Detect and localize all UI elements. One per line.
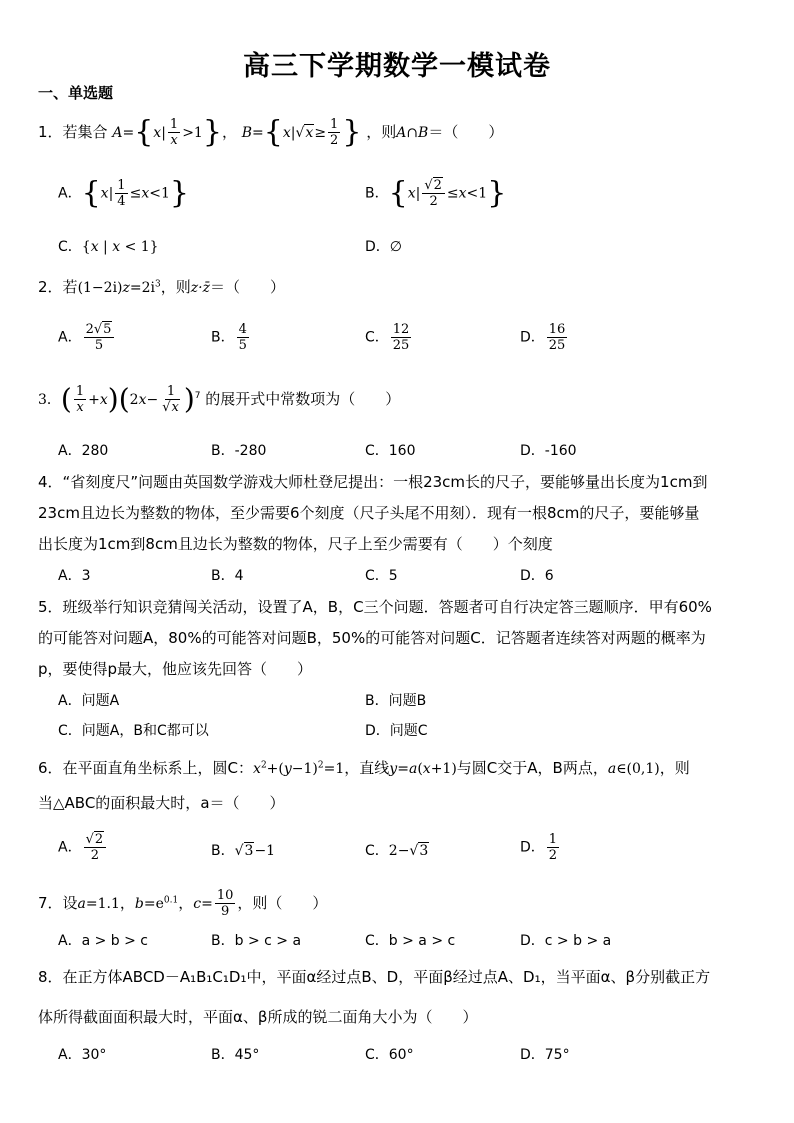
- question-2: 2．若$(1-2i)z=2i^3$，则z·z̄＝（ ）: [38, 278, 285, 296]
- question-8-line-2: 体所得截面面积最大时，平面α、β所成的锐二面角大小为（ ）: [38, 1008, 478, 1026]
- q3-option-c[interactable]: C．160: [365, 443, 416, 459]
- q7-option-c[interactable]: C．b > a > c: [365, 933, 456, 949]
- q6-option-b[interactable]: B．√3−1: [211, 843, 276, 859]
- q4-option-c[interactable]: C．5: [365, 568, 398, 584]
- q3-option-b[interactable]: B．-280: [211, 443, 267, 459]
- q2-option-b[interactable]: B． $\frac{4}{5}$: [211, 322, 247, 353]
- q8-option-a[interactable]: A．30°: [58, 1047, 107, 1063]
- q5-option-a[interactable]: A．问题A: [58, 693, 120, 709]
- q1-option-c[interactable]: C．{x | x < 1}: [58, 239, 159, 255]
- q3-option-d[interactable]: D．-160: [520, 443, 577, 459]
- q2-option-c[interactable]: C． $\frac{12}{25}$: [365, 322, 410, 353]
- q1-option-a[interactable]: A．{x| $\frac{1}{4}$ ≤x<1}: [58, 175, 189, 211]
- q8-option-c[interactable]: C．60°: [365, 1047, 414, 1063]
- q4-option-a[interactable]: A．3: [58, 568, 91, 584]
- question-4-line-2: 23cm且边长为整数的物体，至少需要6个刻度（尺子头尾不用刻）．现有一根8cm的尺子，要能够量: [38, 504, 700, 522]
- question-3: 3．( $\frac{1}{x}$ +x)(2x− $\frac{1}{√x}$ )$^7$ 的展开式中常数项为（ ）: [38, 382, 401, 416]
- question-5-line-3: p，要使得p最大，他应该先回答（ ）: [38, 660, 313, 678]
- question-5-line-2: 的可能答对问题A，80%的可能答对问题B，50%的可能答对问题C．记答题者连续答对两题的概率为: [38, 629, 706, 647]
- q2-option-d[interactable]: D． $\frac{16}{25}$: [520, 322, 566, 353]
- q3-option-a[interactable]: A．280: [58, 443, 109, 459]
- q8-option-d[interactable]: D．75°: [520, 1047, 570, 1063]
- question-5-line-1: 5．班级举行知识竞猜闯关活动，设置了A，B，C三个问题．答题者可自行决定答三题顺序．甲有60%: [38, 598, 712, 616]
- q2-option-a[interactable]: A． $\frac{2√5}{5}$: [58, 322, 116, 353]
- q1-option-b[interactable]: B．{x| $\frac{√2}{2}$ ≤x<1}: [365, 175, 507, 211]
- q5-option-d[interactable]: D．问题C: [365, 723, 428, 739]
- q1-option-d[interactable]: D．∅: [365, 239, 402, 255]
- question-1: 1．若集合 A={x| $\frac{1}{x}$ >1}， B={x|√x≥ $\frac{1}{2}$ } ，则A∩B＝（ ）: [38, 114, 504, 150]
- question-4-line-3: 出长度为1cm到8cm且边长为整数的物体，尺子上至少需要有（ ）个刻度: [38, 535, 553, 553]
- question-8-line-1: 8．在正方体ABCD－A₁B₁C₁D₁中，平面α经过点B、D，平面β经过点A、D₁，当平面α、β分别截正方: [38, 968, 711, 986]
- question-7: 7．设a=1.1，$b=e^{0.1}$，c= $\frac{10}{9}$ ，则（ ）: [38, 888, 328, 919]
- q7-option-a[interactable]: A．a > b > c: [58, 933, 149, 949]
- q6-option-c[interactable]: C．2−√3: [365, 843, 429, 859]
- q6-option-a[interactable]: A． $\frac{√2}{2}$: [58, 832, 108, 863]
- q6-option-d[interactable]: D． $\frac{1}{2}$: [520, 832, 558, 863]
- q8-option-b[interactable]: B．45°: [211, 1047, 260, 1063]
- q4-option-b[interactable]: B．4: [211, 568, 244, 584]
- question-6-line-2: 当△ABC的面积最大时，a＝（ ）: [38, 794, 285, 812]
- question-4-line-1: 4．“省刻度尺”问题由英国数学游戏大师杜登尼提出：一根23cm长的尺子，要能够量出长度为1cm到: [38, 473, 708, 491]
- q7-option-d[interactable]: D．c > b > a: [520, 933, 612, 949]
- q4-option-d[interactable]: D．6: [520, 568, 554, 584]
- q7-option-b[interactable]: B．b > c > a: [211, 933, 302, 949]
- section-heading: 一、单选题: [38, 84, 114, 102]
- q5-option-b[interactable]: B．问题B: [365, 693, 427, 709]
- question-6-line-1: 6．在平面直角坐标系上，圆C：$x^2+(y-1)^2=1$，直线y=a(x+1)与圆C交于A，B两点，a∈(0,1)，则: [38, 759, 690, 777]
- page-title: 高三下学期数学一模试卷: [243, 51, 551, 82]
- q5-option-c[interactable]: C．问题A，B和C都可以: [58, 723, 209, 739]
